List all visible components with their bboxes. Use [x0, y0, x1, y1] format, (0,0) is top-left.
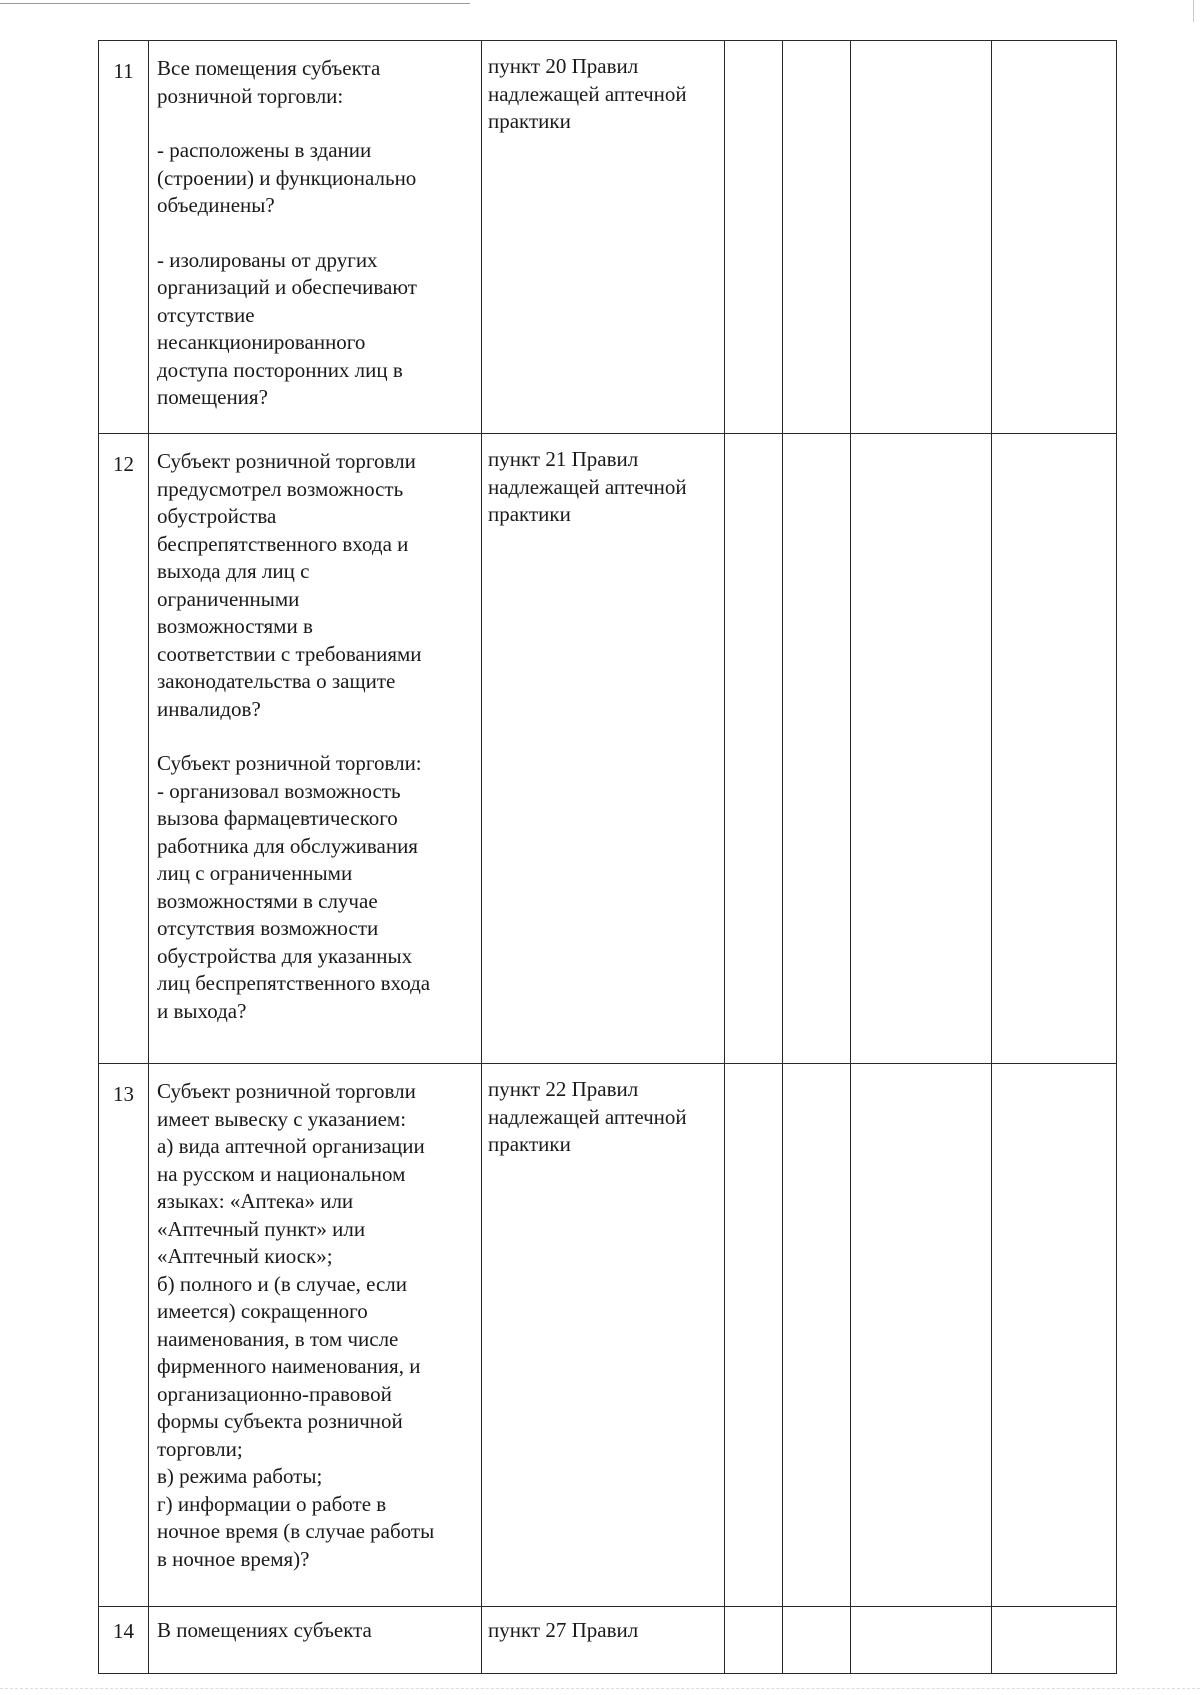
row-number: 13: [99, 1064, 149, 1607]
question-paragraph: Субъект розничной торговли предусмотрел возможность обустройства беспрепятственного входа и выхода для лиц с ограниченными возможностями в соответствии с требованиями законодательства о защите инвалидов?: [157, 449, 422, 721]
reference-cell: [482, 41, 725, 434]
answer-cell-not-applicable[interactable]: [851, 41, 992, 434]
scan-edge-mark: [1193, 0, 1194, 22]
reference-text: пункт 21 Правил надлежащей аптечной практики: [488, 447, 687, 526]
table-row: [99, 41, 1117, 434]
answer-cell-no[interactable]: [783, 434, 851, 1064]
reference-cell: [482, 434, 725, 1064]
note-cell[interactable]: [992, 434, 1117, 1064]
reference-cell: [482, 1064, 725, 1607]
note-cell[interactable]: [992, 41, 1117, 434]
row-number: 11: [99, 41, 149, 434]
answer-cell-no[interactable]: [783, 1607, 851, 1674]
row-number: 12: [99, 434, 149, 1064]
answer-cell-not-applicable[interactable]: [851, 434, 992, 1064]
answer-cell-not-applicable[interactable]: [851, 1607, 992, 1674]
question-paragraph: - изолированы от других организаций и обеспечивают отсутствие несанкционированного доступа посторонних лиц в помещения?: [157, 247, 417, 409]
question-cell: [149, 434, 482, 1064]
row-number: 14: [99, 1607, 149, 1674]
answer-cell-yes[interactable]: [725, 434, 783, 1064]
answer-cell-yes[interactable]: [725, 1064, 783, 1607]
question-paragraph: Субъект розничной торговли имеет вывеску с указанием: а) вида аптечной организации на русском и национальном языках: «Аптека» или «Аптечный пункт» или «Аптечный киоск»; б) полного и (в случае, если имеется) сокращенного наименования, в том числе фирменного наименования, и организационно-правовой формы субъекта розничной торговли; в) режима работы; г) информации о работе в ночное время (в случае работы в ночное время)?: [157, 1079, 435, 1571]
table-row: [99, 434, 1117, 1064]
answer-cell-yes[interactable]: [725, 1607, 783, 1674]
question-paragraph: Все помещения субъекта розничной торговли:: [157, 56, 381, 108]
question-cell: [149, 41, 482, 434]
answer-cell-no[interactable]: [783, 1064, 851, 1607]
answer-cell-yes[interactable]: [725, 41, 783, 434]
note-cell[interactable]: [992, 1064, 1117, 1607]
reference-text: пункт 22 Правил надлежащей аптечной практики: [488, 1077, 687, 1156]
question-paragraph: В помещениях субъекта: [157, 1618, 372, 1642]
checklist-table: [98, 40, 1117, 1674]
reference-text: пункт 20 Правил надлежащей аптечной практики: [488, 54, 687, 133]
table-row: [99, 1064, 1117, 1607]
scan-bottom-edge-line: [0, 1688, 1200, 1689]
question-cell: [149, 1607, 482, 1674]
answer-cell-no[interactable]: [783, 41, 851, 434]
question-paragraph: - расположены в здании (строении) и функционально объединены?: [157, 138, 417, 217]
answer-cell-not-applicable[interactable]: [851, 1064, 992, 1607]
reference-cell: [482, 1607, 725, 1674]
scan-top-edge-line: [0, 3, 470, 4]
reference-text: пункт 27 Правил: [488, 1618, 639, 1642]
table-row: [99, 1607, 1117, 1674]
question-paragraph: Субъект розничной торговли: - организовал возможность вызова фармацевтического работника для обслуживания лиц с ограниченными возможностями в случае отсутствия возможности обустройства для указанных лиц беспрепятственного входа и выхода?: [157, 751, 431, 1023]
note-cell[interactable]: [992, 1607, 1117, 1674]
question-cell: [149, 1064, 482, 1607]
